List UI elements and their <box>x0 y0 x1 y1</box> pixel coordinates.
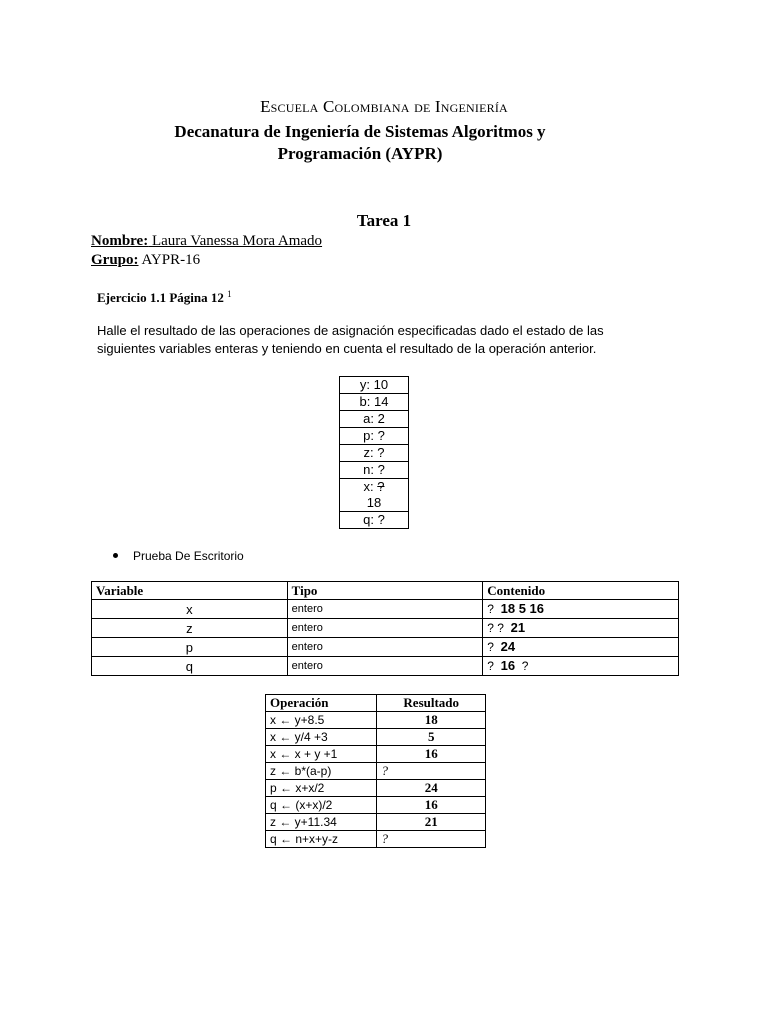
cell-operation: z ← y+11.34 <box>266 814 377 831</box>
header-tipo: Tipo <box>287 582 483 600</box>
table-row <box>266 763 486 780</box>
cell-pre: ? <box>487 640 494 654</box>
cell-result: 21 <box>377 814 486 831</box>
exercise-heading-text: Ejercicio 1.1 Página 12 <box>97 290 224 305</box>
cell-contenido <box>483 619 679 638</box>
cell-pre: ? <box>487 602 494 616</box>
cell-pre: ? ? <box>487 621 504 635</box>
exercise-heading <box>97 289 232 306</box>
state-x-label: x: <box>363 479 378 494</box>
cell-result: 16 <box>377 797 486 814</box>
cell-result: 18 <box>377 712 486 729</box>
group-label: Grupo: <box>91 252 139 268</box>
state-x-value: 18 <box>366 495 382 510</box>
state-cell-x <box>340 479 409 512</box>
faculty-name: Decanatura de Ingeniería de Sistemas Algoritmos y Programación (AYPR) <box>174 122 546 163</box>
cell-variable: x <box>92 600 288 619</box>
cell-pre: ? <box>487 659 494 673</box>
cell-tipo: entero <box>287 657 483 676</box>
name-value: Laura Vanessa Mora Amado <box>148 233 323 249</box>
cell-operation: x ← x + y +1 <box>266 746 377 763</box>
cell-contenido <box>483 638 679 657</box>
state-cell: z: ? <box>340 445 409 462</box>
table-row <box>92 657 679 676</box>
cell-result: ? <box>377 831 486 848</box>
cell-value: 16 <box>500 658 516 673</box>
bullet-text: Prueba De Escritorio <box>133 549 244 563</box>
bullet-dot-icon <box>113 553 118 558</box>
cell-result: 5 <box>377 729 486 746</box>
cell-value: 24 <box>500 639 516 654</box>
state-cell: a: 2 <box>340 411 409 428</box>
variable-state-table <box>339 376 409 529</box>
cell-operation: q ← (x+x)/2 <box>266 797 377 814</box>
cell-result: ? <box>377 763 486 780</box>
table-row <box>266 797 486 814</box>
cell-result: 16 <box>377 746 486 763</box>
cell-post: ? <box>521 659 529 673</box>
header-resultado: Resultado <box>377 695 486 712</box>
cell-operation: x ← y/4 +3 <box>266 729 377 746</box>
cell-tipo: entero <box>287 600 483 619</box>
cell-value: 18 5 16 <box>500 601 545 616</box>
table-row <box>266 814 486 831</box>
student-name-line <box>91 232 322 251</box>
student-group-line <box>91 251 200 270</box>
header-contenido: Contenido <box>483 582 679 600</box>
cell-contenido <box>483 657 679 676</box>
cell-result: 24 <box>377 780 486 797</box>
cell-variable: q <box>92 657 288 676</box>
school-name: Escuela Colombiana de Ingeniería <box>260 97 508 116</box>
cell-operation: x ← y+8.5 <box>266 712 377 729</box>
assignment-title: Tarea 1 <box>356 211 412 230</box>
bullet-item <box>113 549 244 563</box>
instructions-paragraph: Halle el resultado de las operaciones de asignación especificadas dado el estado de las siguientes variables enteras y teniendo en cuenta el resultado de la operación anterior. <box>97 323 604 356</box>
cell-operation: z ← b*(a-p) <box>266 763 377 780</box>
table-row <box>92 600 679 619</box>
header-operacion: Operación <box>266 695 377 712</box>
table-row <box>266 780 486 797</box>
table-row <box>266 712 486 729</box>
cell-variable: z <box>92 619 288 638</box>
cell-contenido <box>483 600 679 619</box>
table-row <box>266 831 486 848</box>
group-value: AYPR-16 <box>138 252 201 268</box>
name-label: Nombre: <box>91 233 149 249</box>
state-cell: n: ? <box>340 462 409 479</box>
state-cell: q: ? <box>340 512 409 529</box>
state-cell: p: ? <box>340 428 409 445</box>
table-row <box>266 729 486 746</box>
state-cell: y: 10 <box>340 377 409 394</box>
cell-operation: p ← x+x/2 <box>266 780 377 797</box>
desk-check-table <box>91 581 679 676</box>
table-row <box>92 619 679 638</box>
state-x-struck: ? <box>377 479 385 494</box>
state-cell: b: 14 <box>340 394 409 411</box>
cell-tipo: entero <box>287 619 483 638</box>
table-row <box>266 746 486 763</box>
table-row <box>92 638 679 657</box>
header-variable: Variable <box>92 582 288 600</box>
cell-operation: q ← n+x+y-z <box>266 831 377 848</box>
operations-table <box>265 694 486 848</box>
footnote-marker: 1 <box>227 289 232 299</box>
cell-value: 21 <box>510 620 526 635</box>
cell-variable: p <box>92 638 288 657</box>
cell-tipo: entero <box>287 638 483 657</box>
